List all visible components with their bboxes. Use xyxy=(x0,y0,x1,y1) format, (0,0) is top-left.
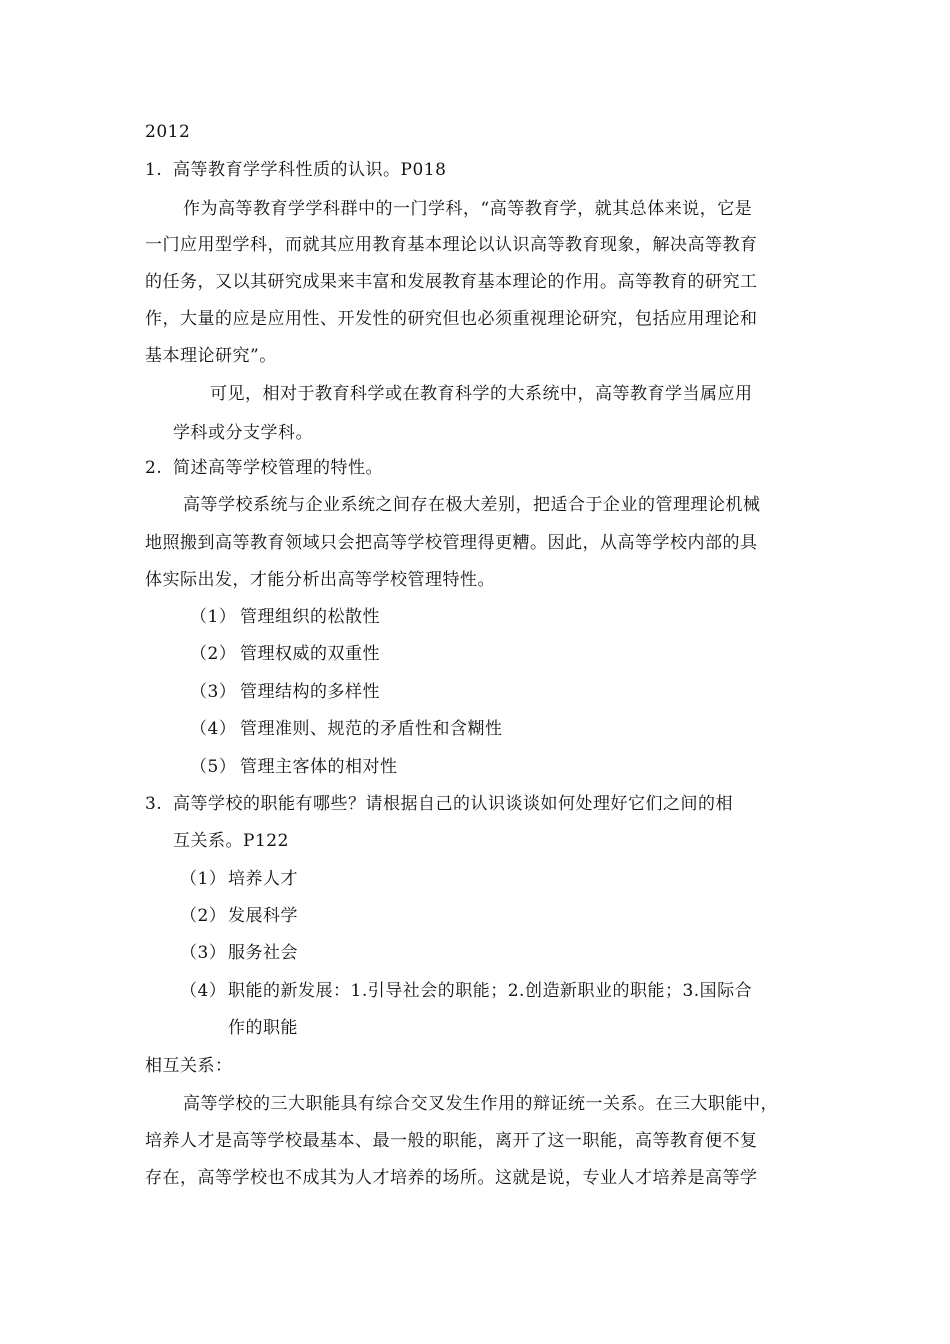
question-2-title xyxy=(145,457,383,479)
list-item xyxy=(180,905,298,927)
question-text: 高等教育学学科性质的认识。P018 xyxy=(173,160,447,180)
paragraph-line: 体实际出发，才能分析出高等学校管理特性。 xyxy=(145,570,495,590)
list-item-number: （5） xyxy=(190,757,237,777)
paragraph-line: 一门应用型学科，而就其应用教育基本理论以认识高等教育现象，解决高等教育 xyxy=(145,235,758,255)
paragraph-line: 地照搬到高等教育领域只会把高等学校管理得更糟。因此，从高等学校内部的具 xyxy=(145,533,758,553)
list-item xyxy=(190,718,503,740)
list-item-number: （2） xyxy=(180,906,227,926)
question-text: 简述高等学校管理的特性。 xyxy=(173,458,383,478)
paragraph-line: 基本理论研究”。 xyxy=(145,346,277,366)
paragraph-line: 高等学校的三大职能具有综合交叉发生作用的辩证统一关系。在三大职能中， xyxy=(183,1094,778,1114)
list-item-text: 管理主客体的相对性 xyxy=(240,757,398,777)
paragraph-line: 学科或分支学科。 xyxy=(173,423,313,443)
list-item xyxy=(190,606,380,628)
list-item xyxy=(180,868,298,890)
list-item-continued: 作的职能 xyxy=(228,1018,298,1038)
paragraph-line: 作为高等教育学学科群中的一门学科，“高等教育学，就其总体来说，它是 xyxy=(183,199,753,219)
list-item-text: 管理准则、规范的矛盾性和含糊性 xyxy=(240,719,503,739)
list-item xyxy=(190,756,398,778)
list-item xyxy=(180,980,752,1002)
list-item-text: 管理权威的双重性 xyxy=(240,644,380,664)
list-item-number: （4） xyxy=(190,719,237,739)
list-item-text: 管理组织的松散性 xyxy=(240,607,380,627)
paragraph-line: 可见，相对于教育科学或在教育科学的大系统中，高等教育学当属应用 xyxy=(210,384,753,404)
list-item-number: （4） xyxy=(180,981,227,1001)
list-item-text: 服务社会 xyxy=(228,943,298,963)
list-item-text: 职能的新发展：1.引导社会的职能；2.创造新职业的职能；3.国际合 xyxy=(228,981,753,1001)
list-item-text: 培养人才 xyxy=(228,869,298,889)
question-number: 1. xyxy=(145,160,163,180)
paragraph-line: 作，大量的应是应用性、开发性的研究但也必须重视理论研究，包括应用理论和 xyxy=(145,309,758,329)
list-item-text: 发展科学 xyxy=(228,906,298,926)
question-1-title xyxy=(145,159,446,181)
list-item-number: （3） xyxy=(190,682,237,702)
question-number: 2. xyxy=(145,458,163,478)
list-item-number: （1） xyxy=(190,607,237,627)
question-text: 高等学校的职能有哪些？请根据自己的认识谈谈如何处理好它们之间的相 xyxy=(173,794,733,814)
list-item xyxy=(190,681,380,703)
paragraph-line: 培养人才是高等学校最基本、最一般的职能，离开了这一职能，高等教育便不复 xyxy=(145,1131,758,1151)
section-heading: 相互关系： xyxy=(145,1056,233,1076)
year-heading: 2012 xyxy=(145,122,191,142)
paragraph-line: 高等学校系统与企业系统之间存在极大差别，把适合于企业的管理理论机械 xyxy=(183,495,761,515)
list-item-number: （1） xyxy=(180,869,227,889)
paragraph-line: 的任务，又以其研究成果来丰富和发展教育基本理论的作用。高等教育的研究工 xyxy=(145,272,758,292)
list-item-number: （3） xyxy=(180,943,227,963)
paragraph-line: 存在，高等学校也不成其为人才培养的场所。这就是说，专业人才培养是高等学 xyxy=(145,1168,758,1188)
list-item-text: 管理结构的多样性 xyxy=(240,682,380,702)
list-item xyxy=(180,942,298,964)
list-item xyxy=(190,643,380,665)
list-item-number: （2） xyxy=(190,644,237,664)
question-number: 3. xyxy=(145,794,163,814)
question-3-title xyxy=(145,793,733,815)
question-3-title-continued: 互关系。P122 xyxy=(173,831,289,851)
